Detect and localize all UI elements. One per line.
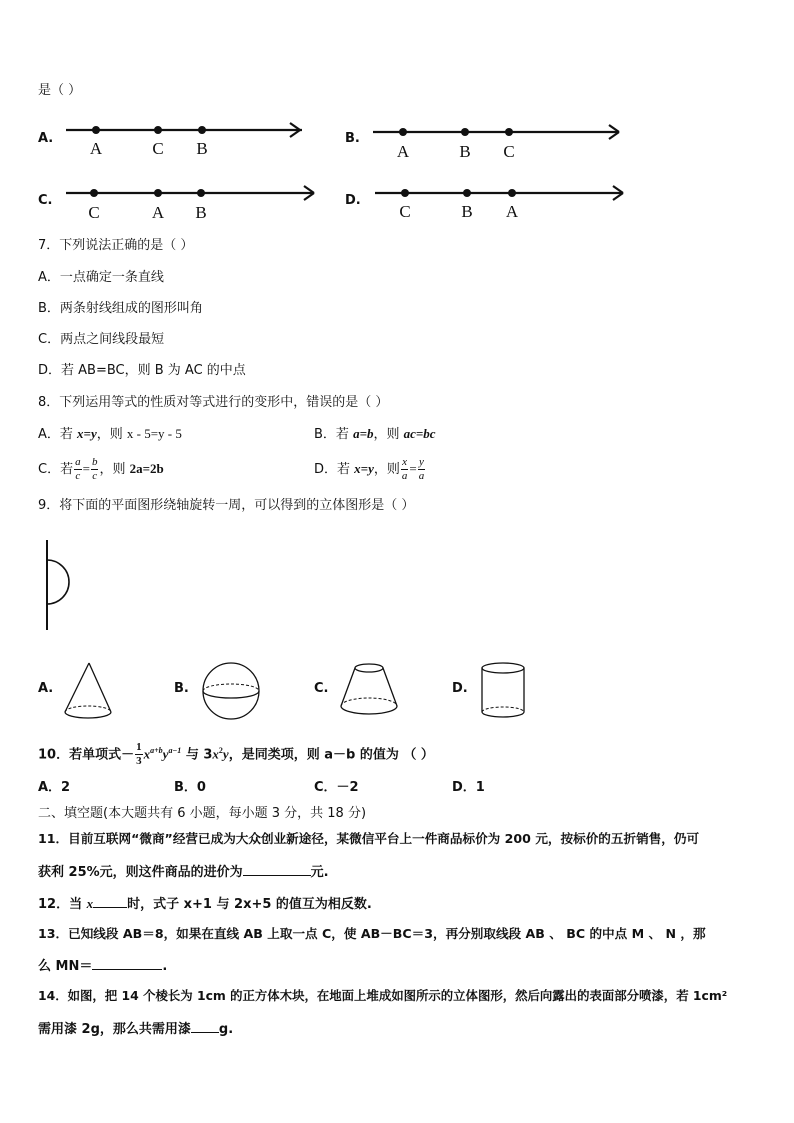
q9-option-a-letter: A. xyxy=(38,681,54,696)
q8-option-c xyxy=(38,452,164,487)
text: 么 MN＝ xyxy=(38,959,93,974)
q10-option-b: B．0 xyxy=(174,780,206,795)
q6-option-c-number-line xyxy=(62,181,322,223)
frustum-icon xyxy=(338,660,402,724)
q6-stem-tail: 是（ ） xyxy=(38,83,82,98)
fraction: $\frac{x}{a}$ xyxy=(401,456,408,482)
q7-option-c: C．两点之间线段最短 xyxy=(38,332,165,347)
fraction: $\frac{a}{c}$ xyxy=(75,456,81,482)
q8-option-b xyxy=(314,425,436,444)
text: 与 3 xyxy=(181,747,213,763)
point-label: C xyxy=(88,203,100,222)
math: x xyxy=(86,896,94,911)
q6-option-a-number-line xyxy=(62,118,322,160)
text: ，则 xyxy=(373,427,404,442)
q7-option-b: B．两条射线组成的图形叫角 xyxy=(38,301,203,316)
point-label: A xyxy=(151,203,165,222)
text: ，则 xyxy=(373,462,400,477)
text: 若 xyxy=(337,462,355,477)
math: x xyxy=(212,746,219,762)
text: 时，式子 x+1 与 2x+5 的值互为相反数. xyxy=(127,897,372,912)
point-label: B xyxy=(195,203,207,222)
q13-line1: 13．已知线段 AB＝8，如果在直线 AB 上取一点 C，使 AB－BC＝3，再分别取线段 AB 、 BC 的中点 M 、 N ，那 xyxy=(38,926,706,941)
q10-option-a: A．2 xyxy=(38,780,71,795)
math: x=y xyxy=(77,426,97,441)
answer-blank[interactable] xyxy=(243,862,311,876)
option-letter: A． xyxy=(38,427,60,442)
q9-option-c-letter: C. xyxy=(314,681,329,696)
text: ，是同类项，则 a－b 的值为 （ ） xyxy=(228,747,434,763)
q7-option-d: D．若 AB=BC，则 B 为 AC 的中点 xyxy=(38,363,246,378)
text: 获利 25%元，则这件商品的进价为 xyxy=(38,865,243,880)
math: y xyxy=(162,746,169,762)
point-label: C xyxy=(399,202,411,221)
point-label: B xyxy=(196,139,208,158)
q10-option-d: D．1 xyxy=(452,780,485,795)
point-label: B xyxy=(459,142,471,161)
math: 2a=2b xyxy=(129,461,164,476)
q12 xyxy=(38,894,372,914)
exponent: 2 xyxy=(218,746,223,755)
cylinder-icon xyxy=(478,660,532,724)
q6-option-c-letter: C. xyxy=(38,193,53,208)
cone-icon xyxy=(62,660,117,725)
q8-option-a xyxy=(38,425,182,444)
exponent: a−1 xyxy=(168,746,182,755)
equals: = xyxy=(409,461,417,476)
q7-stem: 7．下列说法正确的是（ ） xyxy=(38,238,194,253)
sphere-icon xyxy=(200,660,264,724)
text: 若 xyxy=(59,427,78,442)
exponent: a+b xyxy=(150,746,163,755)
q8-stem: 8．下列运用等式的性质对等式进行的变形中，错误的是（ ） xyxy=(38,395,389,410)
option-letter: B． xyxy=(314,427,336,442)
text: 12．当 xyxy=(38,897,87,912)
math: x - 5=y - 5 xyxy=(126,426,182,441)
q9-semicircle-axis-figure xyxy=(40,540,80,635)
q6-option-d-number-line xyxy=(371,181,631,223)
math: a=b xyxy=(353,426,374,441)
text: g. xyxy=(218,1022,234,1037)
point-label: A xyxy=(396,142,410,161)
option-letter: C． xyxy=(38,462,61,477)
fraction: $\frac{b}{c}$ xyxy=(91,456,98,482)
text: ，则 xyxy=(96,427,127,442)
q7-option-a: A．一点确定一条直线 xyxy=(38,270,164,285)
q9-stem: 9．将下面的平面图形绕轴旋转一周，可以得到的立体图形是（ ） xyxy=(38,498,415,513)
text: . xyxy=(162,959,168,974)
text: 若 xyxy=(60,462,74,477)
text: 需用漆 2g，那么共需用漆 xyxy=(38,1022,191,1037)
option-letter: D． xyxy=(314,462,338,477)
point-label: C xyxy=(503,142,515,161)
point-label: B xyxy=(461,202,473,221)
answer-blank[interactable] xyxy=(93,894,127,908)
section-heading: 二、填空题(本大题共有 6 小题，每小题 3 分，共 18 分) xyxy=(38,806,367,821)
q9-option-d-letter: D. xyxy=(452,681,468,696)
math: x=y xyxy=(354,461,374,476)
point-label: A xyxy=(505,202,519,221)
fraction: $\frac{1}{3}$ xyxy=(136,741,142,768)
q8-option-d xyxy=(314,452,426,487)
answer-blank[interactable] xyxy=(92,956,162,970)
q10-stem xyxy=(38,734,434,772)
math: y xyxy=(222,746,229,762)
q14-line1: 14．如图，把 14 个棱长为 1cm 的正方体木块，在地面上堆成如图所示的立体图形，然后向露出的表面部分喷漆，若 1cm² xyxy=(38,988,728,1003)
q6-option-b-letter: B. xyxy=(345,131,360,146)
text: ，则 xyxy=(99,462,130,477)
q10-option-c: C．－2 xyxy=(314,780,359,795)
text: 元. xyxy=(310,865,329,880)
q14-line2 xyxy=(38,1019,233,1039)
point-label: A xyxy=(89,139,103,158)
q6-option-a-letter: A. xyxy=(38,131,54,146)
point-label: C xyxy=(152,139,164,158)
math: ac=bc xyxy=(403,426,436,441)
q9-option-b-letter: B. xyxy=(174,681,189,696)
q13-line2 xyxy=(38,956,167,976)
equals: = xyxy=(82,461,90,476)
minus-sign: － xyxy=(121,746,135,762)
text: 若 xyxy=(335,427,354,442)
q6-option-d-letter: D. xyxy=(345,193,361,208)
fraction: $\frac{y}{a}$ xyxy=(418,456,425,482)
math: x xyxy=(143,746,151,762)
q11-line1: 11．目前互联网“微商”经营已成为大众创业新途径，某微信平台上一件商品标价为 200 元，按标价的五折销售，仍可 xyxy=(38,831,700,846)
text: 10．若单项式 xyxy=(38,747,122,763)
q11-line2 xyxy=(38,862,329,882)
answer-blank[interactable] xyxy=(191,1019,219,1033)
q6-option-b-number-line xyxy=(369,120,629,162)
